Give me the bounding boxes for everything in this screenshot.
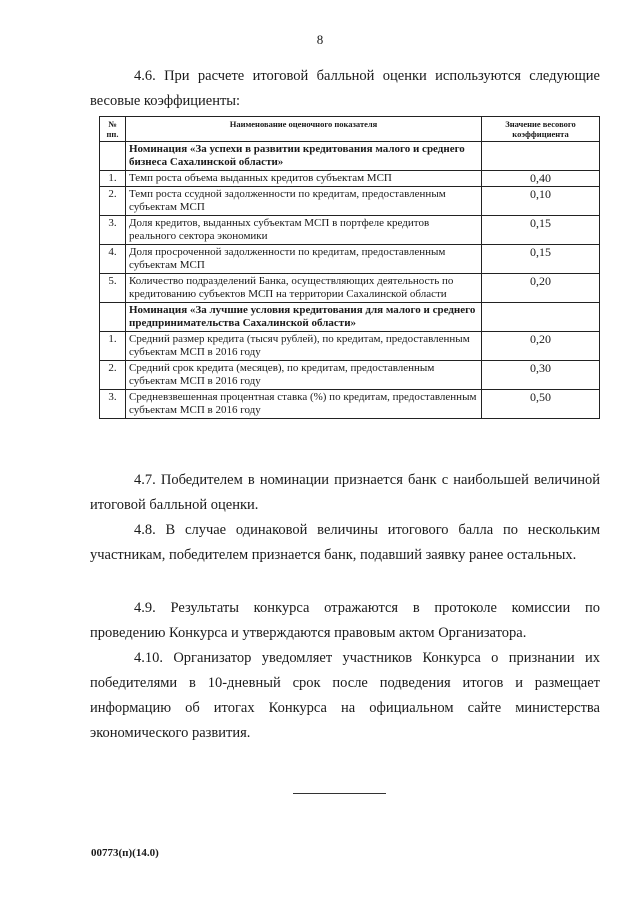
table-row — [100, 245, 600, 274]
row-num: 3. — [100, 216, 126, 245]
page-number: 8 — [316, 32, 324, 47]
row-value: 0,20 — [482, 274, 600, 303]
row-name: Темп роста ссудной задолженности по кредитам, предоставленным субъектам МСП — [126, 187, 482, 216]
end-divider — [293, 793, 386, 794]
table-row — [100, 187, 600, 216]
table-row — [100, 361, 600, 390]
row-value: 0,50 — [482, 390, 600, 419]
row-name: Средневзвешенная процентная ставка (%) по кредитам, предоставленным субъектам МСП в 2016 году — [126, 390, 482, 419]
section-4-6: 4.6. При расчете итоговой балльной оценки используются следующие весовые коэффициенты: — [90, 68, 600, 109]
table-row — [100, 332, 600, 361]
table-row — [100, 390, 600, 419]
row-num: 3. — [100, 390, 126, 419]
table-row — [100, 171, 600, 187]
document-code: 00773(п)(14.0) — [91, 847, 159, 859]
row-name: Средний срок кредита (месяцев), по кредитам, предоставленным субъектам МСП в 2016 году — [126, 361, 482, 390]
nomination-title: Номинация «За успехи в развитии кредитования малого и среднего бизнеса Сахалинской области» — [126, 142, 482, 171]
nomination-row-1 — [100, 142, 600, 171]
nomination-row-2 — [100, 303, 600, 332]
section-4-7: 4.7. Победителем в номинации признается банк с наибольшей величиной итоговой балльной оценки. — [90, 472, 600, 513]
row-num: 2. — [100, 187, 126, 216]
table-row — [100, 274, 600, 303]
row-name: Доля просроченной задолженности по кредитам, предоставленным субъектам МСП — [126, 245, 482, 274]
row-num: 2. — [100, 361, 126, 390]
header-name: Наименование оценочного показателя — [126, 117, 482, 142]
row-value: 0,15 — [482, 216, 600, 245]
row-value: 0,40 — [482, 171, 600, 187]
header-value: Значение весового коэффициента — [482, 117, 600, 142]
row-name: Темп роста объема выданных кредитов субъектам МСП — [126, 171, 482, 187]
row-num: 1. — [100, 332, 126, 361]
section-4-10: 4.10. Организатор уведомляет участников Конкурса о признании их победителями в 10-дневный срок после подведения итогов и размещает информацию об итогах Конкурса на официальном сайте министерства экономического развития. — [90, 650, 600, 741]
table-header-row — [100, 117, 600, 142]
row-value: 0,30 — [482, 361, 600, 390]
weights-table — [99, 116, 600, 419]
row-num: 1. — [100, 171, 126, 187]
section-4-9: 4.9. Результаты конкурса отражаются в протоколе комиссии по проведению Конкурса и утверждаются правовым актом Организатора. — [90, 600, 600, 641]
row-value: 0,15 — [482, 245, 600, 274]
table-row — [100, 216, 600, 245]
row-name: Средний размер кредита (тысяч рублей), по кредитам, предоставленным субъектам МСП в 2016 году — [126, 332, 482, 361]
row-value: 0,20 — [482, 332, 600, 361]
nomination-title: Номинация «За лучшие условия кредитования для малого и среднего предпринимательства Сахалинской области» — [126, 303, 482, 332]
header-num: № пп. — [100, 117, 126, 142]
section-4-8: 4.8. В случае одинаковой величины итогового балла по нескольким участникам, победителем признается банк, подавший заявку ранее остальных. — [90, 522, 600, 563]
row-name: Количество подразделений Банка, осуществляющих деятельность по кредитованию субъектов МСП на территории Сахалинской области — [126, 274, 482, 303]
row-value: 0,10 — [482, 187, 600, 216]
row-num: 5. — [100, 274, 126, 303]
row-num: 4. — [100, 245, 126, 274]
row-name: Доля кредитов, выданных субъектам МСП в портфеле кредитов реального сектора экономики — [126, 216, 482, 245]
